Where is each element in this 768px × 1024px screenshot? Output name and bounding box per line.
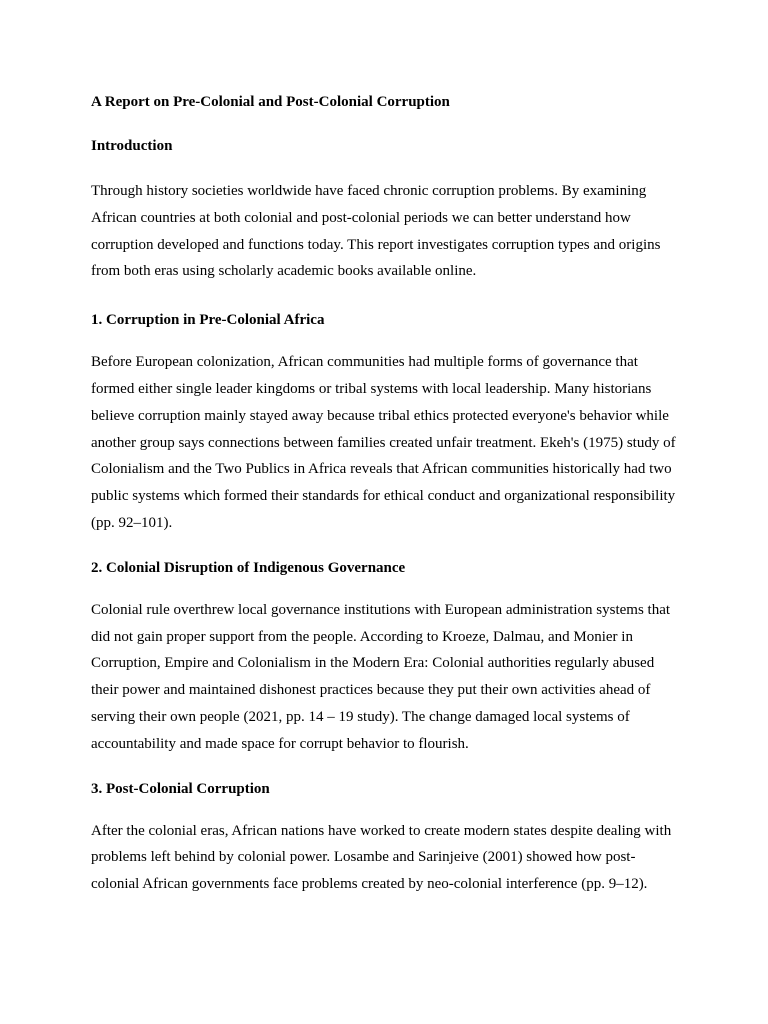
section-paragraph-post-colonial: After the colonial eras, African nations have worked to create modern states despite dealing with problems left behind by colonial power. Losambe and Sarinjeive (2001) showed how post-colonial African governments face problems created by neo-colonial interference (pp. 9–12).: [91, 822, 672, 893]
section-heading-colonial-disruption: 2. Colonial Disruption of Indigenous Governance: [91, 559, 406, 576]
section-paragraph-colonial-disruption: Colonial rule overthrew local governance institutions with European administration systems that did not gain proper support from the people. According to Kroeze, Dalmau, and Monier in Corruption, Empire and Colonialism in the Modern Era: Colonial authorities regularly abused their power and maintained dishonest practices because they put their own activities ahead of serving their own people (2021, pp. 14 – 19 study). The change damaged local systems of accountability and made space for corrupt behavior to flourish.: [91, 601, 671, 752]
section-paragraph-pre-colonial: Before European colonization, African communities had multiple forms of governance that formed either single leader kingdoms or tribal systems with local leadership. Many historians believe corruption mainly stayed away because tribal ethics protected everyone's behavior while another group says connections between families created unfair treatment. Ekeh's (1975) study of Colonialism and the Two Publics in Africa reveals that African communities historically had two public systems which formed their standards for ethical conduct and organizational responsibility (pp. 92–101).: [91, 354, 676, 531]
document-title: A Report on Pre-Colonial and Post-Colonial Corruption: [91, 94, 450, 110]
section-heading-post-colonial: 3. Post-Colonial Corruption: [91, 780, 270, 797]
introduction-heading: Introduction: [91, 138, 173, 154]
document-page: [91, 91, 683, 898]
section-heading-pre-colonial: 1. Corruption in Pre-Colonial Africa: [91, 312, 325, 329]
introduction-paragraph: Through history societies worldwide have faced chronic corruption problems. By examining African countries at both colonial and post-colonial periods we can better understand how corruption developed and functions today. This report investigates corruption types and origins from both eras using scholarly academic books available online.: [91, 183, 661, 280]
